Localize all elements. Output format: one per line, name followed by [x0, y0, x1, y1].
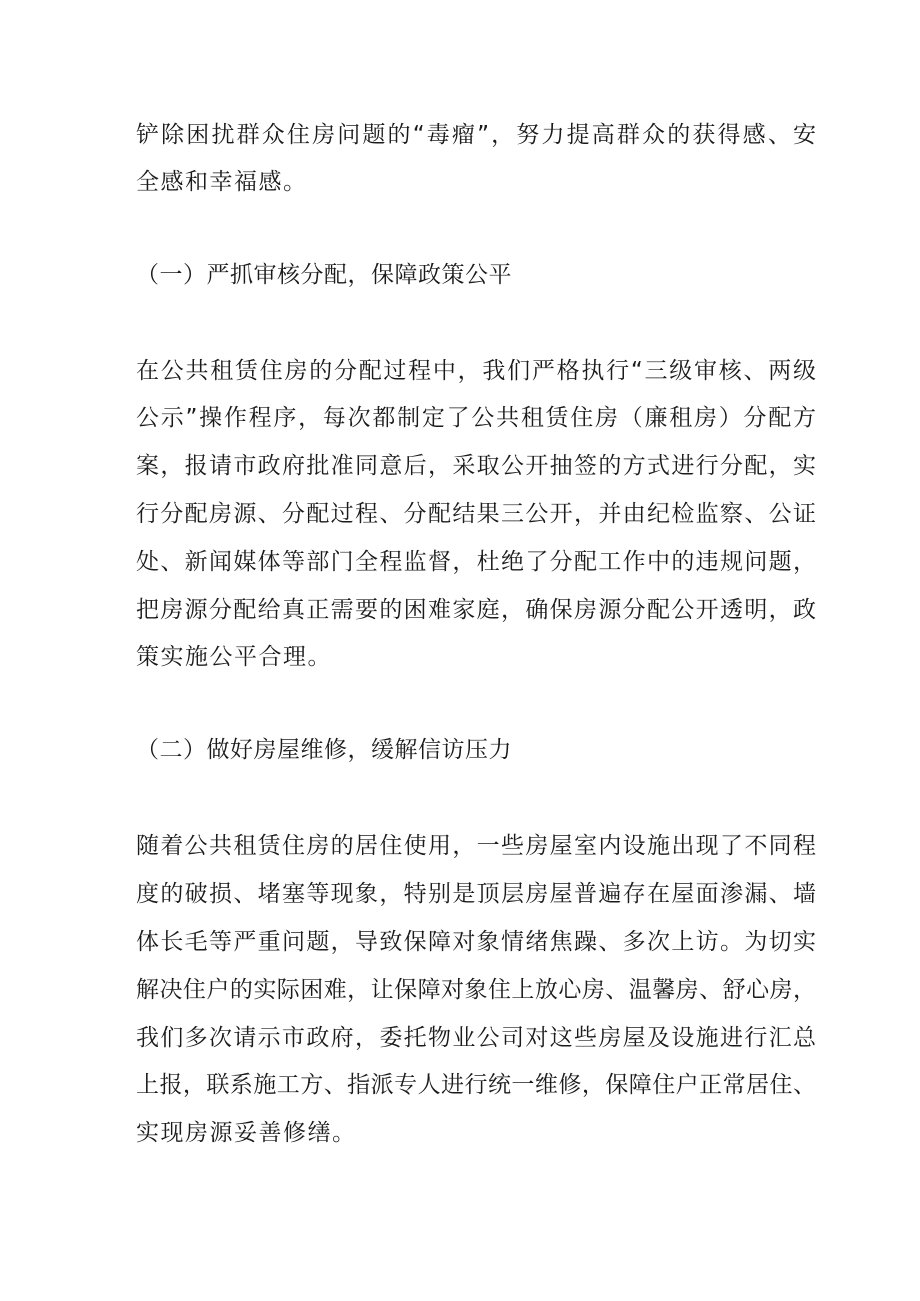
- intro-line-1: 铲除困扰群众住房问题的“毒瘤”，努力提高群众的获得感、安: [136, 122, 816, 148]
- section2-line-1: 随着公共租赁住房的居住使用，一些房屋室内设施出现了不同程: [136, 833, 816, 859]
- section2-line-2: 度的破损、堵塞等现象，特别是顶层房屋普遍存在屋面渗漏、墙: [136, 881, 816, 907]
- section1-line-1: 在公共租赁住房的分配过程中，我们严格执行“三级审核、两级: [136, 358, 816, 384]
- section1-line-4: 行分配房源、分配过程、分配结果三公开，并由纪检监察、公证: [136, 501, 816, 527]
- section2-line-7: 实现房源妥善修缮。: [136, 1120, 357, 1146]
- intro-line-2: 全感和幸福感。: [136, 169, 308, 195]
- section2-line-4: 解决住户的实际困难，让保障对象住上放心房、温馨房、舒心房，: [136, 977, 816, 1003]
- section1-line-3: 案，报请市政府批准同意后，采取公开抽签的方式进行分配，实: [136, 453, 816, 479]
- section1-line-2: 公示”操作程序，每次都制定了公共租赁住房（廉租房）分配方: [136, 405, 816, 431]
- section1-heading: （一）严抓审核分配，保障政策公平: [136, 262, 512, 288]
- section2-heading: （二）做好房屋维修，缓解信访压力: [136, 737, 512, 763]
- section2-line-3: 体长毛等严重问题，导致保障对象情绪焦躁、多次上访。为切实: [136, 929, 816, 955]
- section1-line-5: 处、新闻媒体等部门全程监督，杜绝了分配工作中的违规问题，: [136, 549, 816, 575]
- section1-line-7: 策实施公平合理。: [136, 644, 332, 670]
- section2-line-6: 上报，联系施工方、指派专人进行统一维修，保障住户正常居住、: [136, 1072, 816, 1098]
- section1-line-6: 把房源分配给真正需要的困难家庭，确保房源分配公开透明，政: [136, 597, 816, 623]
- section2-line-5: 我们多次请示市政府，委托物业公司对这些房屋及设施进行汇总: [136, 1025, 816, 1051]
